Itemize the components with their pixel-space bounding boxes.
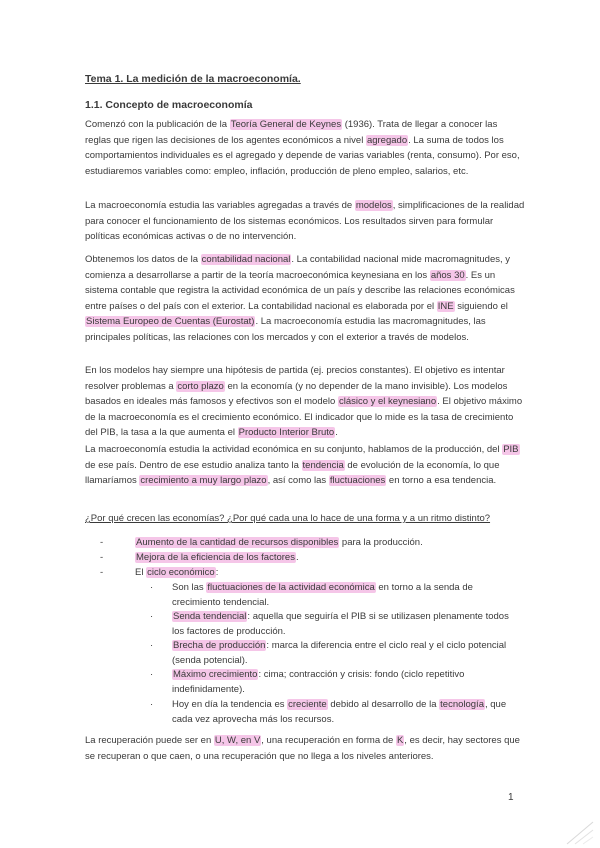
highlight: Producto Interior Bruto [238,427,335,438]
highlight: K [396,735,404,746]
highlight: corto plazo [177,380,224,392]
highlight: fluctuaciones de la actividad económica [207,582,375,593]
highlight: ciclo económico [147,567,215,578]
dash-bullet: - [100,567,104,578]
paragraph-activity: La macroeconomía estudia la actividad económica en su conjunto, hablamos de la producción, del PIB de ese país. Dentro de ese estudio analiza tanto la tendencia de evolución de la economía, lo que llamaríamos crecimiento a muy largo plazo, así como las fluctuaciones en torno a esa tendencia. [85,444,519,486]
document-page: Tema 1. La medición de la macroeconomía. 1.1. Concepto de macroeconomía Comenzó con la publicación de la Teoría General de Keynes (1936). Trata de llegar a conocer las reglas que rigen las decisiones de los agentes económicos a nivel agregado. La suma de todos los comportamientos individuales es el agregado y depende de varias variables (renta, consumo). Por eso, estudiaremos variables como: empleo, inflación, producción de pleno empleo, salarios, etc. La macroeconomía estudia las variables agregadas a través de modelos, simplificaciones de la realidad para conocer el funcionamiento de los sistemas económicos. Los resultados sirven para formular políticas económicas activas o de no intervención. Obtenemos los datos de la contabilidad nacional. La contabilidad nacional mide macromagnitudes, y comienza a desarrollarse a partir de la teoría macroeconómica keynesiana en los años 30. Es un sistema contable que registra la actividad económica de un país y describe las relaciones económicas entre países o del país con el exterior. La contabilidad nacional es elaborada por el INE siguiendo el Sistema Europeo de Cuentas (Eurostat). La macroeconomía estudia las macromagnitudes, las principales políticas, las relaciones con los mercados y con el exterior a través de modelos. En los modelos hay siempre una hipótesis de partida (ej. precios constantes). El objetivo es intentar resolver problemas a corto plazo en la economía (y no depender de la mano invisible). Los modelos basados en ideales más famosos y efectivos son el modelo clásico y el keynesiano. El objetivo máximo de la macroeconomía es el crecimiento económico. El indicador que lo mide es la tasa de crecimiento del PIB, la tasa a la que aumenta el Producto Interior Bruto. La macroeconomía estudia la actividad económica en su conjunto, hablamos de la producción, del PIB de ese país. Dentro de ese estudio analiza tanto la tendencia de evolución de la economía, lo que llamaríamos crecimiento a muy largo plazo, así como las fluctuaciones en torno a esa tendencia. ¿Por qué crecen las economías? ¿Por qué cada una lo hace de una forma y a un ritmo distinto? - Aumento de la cantidad de recursos disponibles para la producción. - Mejora de la eficiencia de los factores. - El ciclo económico: · Son las fluctuaciones de la actividad económica en torno a la senda de crecimiento tendencial. · Senda tendencial: aquella que seguiría el PIB si se utilizasen plenamente todos los factores de producción. · Brecha de producción: marca la diferencia entre el ciclo real y el ciclo potencial (senda potencial). · Máximo crecimiento: cima; contracción y crisis: fondo (ciclo repetitivo indefinidamente). · Hoy en día la tendencia es creciente debido al desarrollo de la tecnología, que cada vez aprovecha más los recursos. La recuperación puede ser en U, W, en V, una recuperación en forma de K, es decir, hay sectores que se recuperan o que caen, o una recuperación que no llega a los niveles anteriores. 1 [0,0,600,848]
highlight: Mejora de la eficiencia de los factores [136,552,295,563]
highlight: Brecha de producción [173,640,266,651]
highlight: fluctuaciones [329,475,386,486]
dot-bullet: · [150,699,154,710]
highlight: Aumento de la cantidad de recursos disponibles [136,537,339,548]
section-heading: 1.1. Concepto de macroeconomía [85,99,253,111]
highlight: modelos [355,200,392,211]
highlight: tecnología [440,699,484,710]
paragraph-recovery: La recuperación puede ser en U, W, en V, una recuperación en forma de K, es decir, hay sectores que se recuperan o que caen, o una recuperación que no llega a los niveles anteriores. [85,735,520,762]
highlight: creciente [288,699,327,710]
page-title: Tema 1. La medición de la macroeconomía. [85,73,301,85]
dot-bullet: · [150,669,154,680]
highlight: INE [437,300,454,312]
page-number: 1 [508,792,514,803]
paragraph-keynes: Comenzó con la publicación de la Teoría General de Keynes (1936). Trata de llegar a conocer las reglas que rigen las decisiones de los agentes económicos a nivel agregado. La suma de todos los comportamientos individuales es el agregado y depende de varias variables (renta, consumo). Por eso, estudiaremos variables como: empleo, inflación, producción de pleno empleo, salarios, etc. [85,119,520,177]
highlight: clásico y el keynesiano [338,396,437,407]
highlight: Senda tendencial [173,611,247,622]
highlight: U, W, en V [214,735,261,746]
highlight: Máximo crecimiento [173,669,258,680]
paragraph-hypothesis: En los modelos hay siempre una hipótesis de partida (ej. precios constantes). El objetivo es intentar resolver problemas a corto plazo en la economía (y no depender de la mano invisible). Los modelos basados en ideales más famosos y efectivos son el modelo clásico y el keynesiano. El objetivo máximo de la macroeconomía es el crecimiento económico. El indicador que lo mide es la tasa de crecimiento del PIB, la tasa a la que aumenta el Producto Interior Bruto. [85,365,523,438]
dot-bullet: · [150,582,154,593]
dot-bullet: · [150,611,154,622]
highlight: tendencia [302,459,344,471]
dash-bullet: - [100,552,104,563]
highlight: contabilidad nacional [201,254,291,265]
page-corner-icon [565,818,595,846]
highlight: crecimiento a muy largo plazo [140,475,267,486]
highlight: PIB [503,444,519,455]
dash-bullet: - [100,537,104,548]
paragraph-national-accounts: Obtenemos los datos de la contabilidad nacional. La contabilidad nacional mide macromagnitudes, y comienza a desarrollarse a partir de la teoría macroeconómica keynesiana en los años 30. Es un sistema contable que registra la actividad económica de un país y describe las relaciones económicas entre países o del país con el exterior. La contabilidad nacional es elaborada por el INE siguiendo el Sistema Europeo de Cuentas (Eurostat). La macroeconomía estudia las macromagnitudes, las principales políticas, las relaciones con los mercados y con el exterior a través de modelos. [85,254,515,343]
highlight: Teoría General de Keynes [230,119,342,130]
highlight: años 30 [430,269,465,281]
question-line: ¿Por qué crecen las economías? ¿Por qué cada una lo hace de una forma y a un ritmo distinto? [85,513,491,524]
dot-bullet: · [150,640,154,651]
highlight: agregado [366,134,408,146]
paragraph-models: La macroeconomía estudia las variables agregadas a través de modelos, simplificaciones de la realidad para conocer el funcionamiento de los sistemas económicos. Los resultados sirven para formular políticas económicas activas o de no intervención. [85,200,525,242]
highlight: Sistema Europeo de Cuentas (Eurostat) [86,316,255,327]
